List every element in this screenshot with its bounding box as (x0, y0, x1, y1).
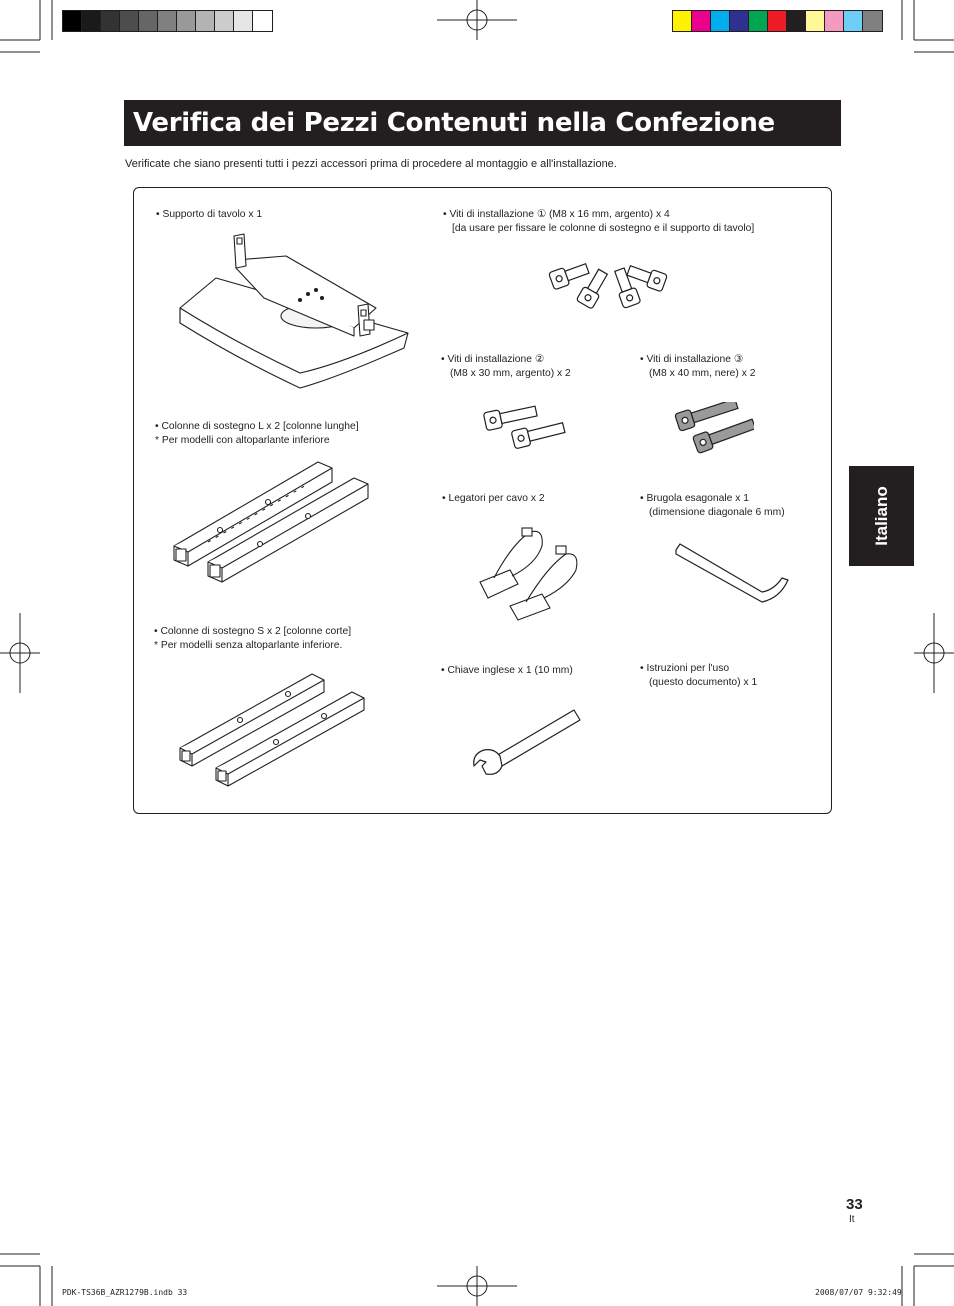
columns-s-illustration (176, 672, 370, 792)
columns-l-text: • Colonne di sostegno L x 2 [colonne lunghe] (155, 421, 359, 432)
process-color-swatch (825, 11, 844, 31)
columns-l-note: * Per modelli con altoparlante inferiore (155, 434, 330, 446)
table-stand-text: • Supporto di tavolo x 1 (156, 209, 263, 220)
process-color-swatch (806, 11, 825, 31)
part-manual-label (640, 662, 757, 689)
part-wrench-label (441, 664, 573, 678)
section-title-bar (124, 100, 841, 146)
footer-timestamp: 2008/07/07 9:32:49 (815, 1288, 902, 1297)
process-color-swatch (787, 11, 806, 31)
cable-ties-text: • Legatori per cavo x 2 (442, 493, 545, 504)
language-tab-label: Italiano (871, 486, 891, 546)
screws-1-note: [da usare per fissare le colonne di sostegno e il supporto di tavolo] (452, 222, 755, 234)
part-table-stand-label (156, 208, 262, 222)
part-screws-2-label (441, 353, 571, 380)
part-columns-l-label (155, 420, 359, 447)
grayscale-swatch (215, 11, 234, 31)
process-color-swatch (863, 11, 882, 31)
grayscale-swatch (158, 11, 177, 31)
wrench-text: • Chiave inglese x 1 (10 mm) (441, 665, 573, 676)
grayscale-swatch (120, 11, 139, 31)
footer-file-slug: PDK-TS36B_AZR1279B.indb 33 (62, 1288, 188, 1297)
process-color-swatch (749, 11, 768, 31)
part-hex-key-label (640, 492, 785, 519)
grayscale-swatch (139, 11, 158, 31)
process-color-swatch (844, 11, 863, 31)
intro-text: Verificate che siano presenti tutti i pezzi accessori prima di procedere al montaggio e all'installazione. (125, 158, 617, 170)
page-number: 33 (846, 1196, 863, 1213)
cable-ties-illustration (472, 524, 584, 624)
part-screws-1-label (443, 208, 754, 235)
part-cable-ties-label (442, 492, 545, 506)
columns-s-note: * Per modelli senza altoparlante inferiore. (154, 639, 343, 651)
screws-2-illustration (482, 402, 572, 454)
process-color-swatch (673, 11, 692, 31)
table-stand-illustration (176, 228, 411, 390)
grayscale-swatch (177, 11, 196, 31)
grayscale-color-bar (62, 10, 273, 32)
language-side-tab (849, 466, 914, 566)
process-color-swatch (768, 11, 787, 31)
grayscale-swatch (196, 11, 215, 31)
screws-3-illustration (674, 402, 754, 460)
grayscale-swatch (63, 11, 82, 31)
columns-l-illustration (168, 458, 378, 584)
page-title: Verifica dei Pezzi Contenuti nella Confezione (133, 108, 775, 138)
columns-s-text: • Colonne di sostegno S x 2 [colonne corte] (154, 626, 352, 637)
hex-key-text: • Brugola esagonale x 1 (640, 493, 749, 504)
screws-3-note: (M8 x 40 mm, nere) x 2 (649, 367, 756, 379)
screws-2-note: (M8 x 30 mm, argento) x 2 (450, 367, 571, 379)
screws-2-text: • Viti di installazione ② (441, 354, 545, 365)
hex-key-illustration (674, 540, 792, 606)
page-language-code: It (849, 1214, 855, 1225)
wrench-illustration (468, 706, 584, 778)
process-color-swatch (730, 11, 749, 31)
screws-1-text: • Viti di installazione ① (M8 x 16 mm, argento) x 4 (443, 209, 670, 220)
manual-note: (questo documento) x 1 (649, 676, 758, 688)
grayscale-swatch (253, 11, 272, 31)
process-color-swatch (692, 11, 711, 31)
screws-1-illustration (545, 256, 675, 316)
grayscale-swatch (234, 11, 253, 31)
part-columns-s-label (154, 625, 351, 652)
screws-3-text: • Viti di installazione ③ (640, 354, 744, 365)
manual-text: • Istruzioni per l'uso (640, 663, 730, 674)
hex-key-note: (dimensione diagonale 6 mm) (649, 506, 785, 518)
grayscale-swatch (82, 11, 101, 31)
grayscale-swatch (101, 11, 120, 31)
part-screws-3-label (640, 353, 755, 380)
process-color-bar (672, 10, 883, 32)
process-color-swatch (711, 11, 730, 31)
